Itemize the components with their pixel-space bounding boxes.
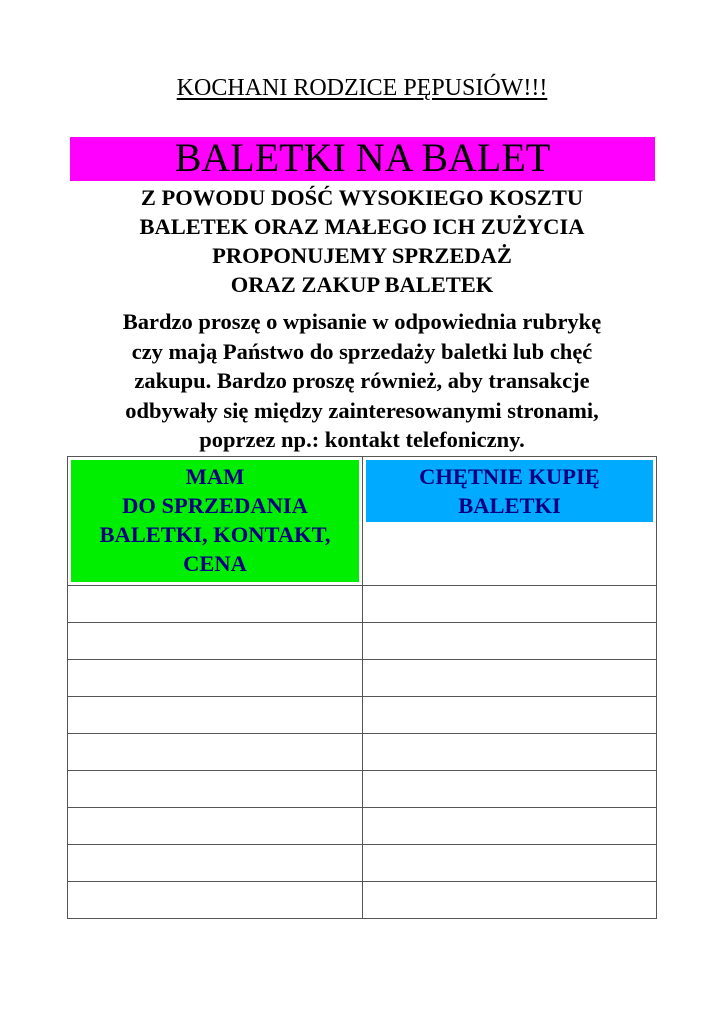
buy-header-line: CHĘTNIE KUPIĘ — [419, 464, 600, 489]
sell-header-line: BALETKI, KONTAKT, — [99, 522, 331, 547]
table-row — [68, 734, 657, 771]
buy-header-line: BALETKI — [458, 493, 561, 518]
table-row — [68, 808, 657, 845]
buy-entry-cell[interactable] — [363, 845, 657, 882]
sell-header-line: MAM — [185, 464, 245, 489]
request-line: Bardzo proszę o wpisanie w odpowiednia rubrykę — [122, 309, 602, 334]
table-header-row — [68, 457, 657, 586]
sell-entry-cell[interactable] — [68, 586, 363, 623]
buy-entry-cell[interactable] — [363, 808, 657, 845]
sell-entry-cell[interactable] — [68, 882, 363, 919]
request-line: poprzez np.: kontakt telefoniczny. — [199, 427, 525, 452]
sell-entry-cell[interactable] — [68, 660, 363, 697]
request-paragraph — [30, 307, 694, 455]
request-line: zakupu. Bardzo proszę również, aby transakcje — [134, 368, 590, 393]
sell-header-cell — [68, 457, 363, 586]
intro-line: PROPONUJEMY SPRZEDAŻ — [212, 243, 512, 268]
table-row — [68, 697, 657, 734]
page-title: BALETKI NA BALET — [174, 135, 551, 180]
intro-line: BALETEK ORAZ MAŁEGO ICH ZUŻYCIA — [139, 214, 585, 239]
buy-entry-cell[interactable] — [363, 586, 657, 623]
table-row — [68, 660, 657, 697]
sell-entry-cell[interactable] — [68, 697, 363, 734]
sell-header-label — [68, 462, 362, 578]
table-row — [68, 845, 657, 882]
intro-paragraph — [40, 183, 684, 299]
request-line: odbywały się między zainteresowanymi stronami, — [125, 397, 599, 423]
sell-entry-cell[interactable] — [68, 845, 363, 882]
request-line: czy mają Państwo do sprzedaży baletki lub chęć — [131, 338, 593, 364]
table-row — [68, 882, 657, 919]
sell-header-line: DO SPRZEDANIA — [122, 493, 308, 518]
buy-entry-cell[interactable] — [363, 882, 657, 919]
sell-header-line: CENA — [183, 551, 247, 576]
table-row — [68, 771, 657, 808]
buy-entry-cell[interactable] — [363, 734, 657, 771]
intro-line: Z POWODU DOŚĆ WYSOKIEGO KOSZTU — [140, 185, 584, 210]
table-body — [68, 457, 657, 919]
buy-entry-cell[interactable] — [363, 771, 657, 808]
sell-entry-cell[interactable] — [68, 808, 363, 845]
buy-header-cell — [363, 457, 657, 586]
table-row — [68, 586, 657, 623]
table-row — [68, 623, 657, 660]
buy-entry-cell[interactable] — [363, 660, 657, 697]
sell-entry-cell[interactable] — [68, 771, 363, 808]
buy-header-label — [363, 462, 656, 520]
sell-entry-cell[interactable] — [68, 623, 363, 660]
greeting-heading: KOCHANI RODZICE PĘPUSIÓW!!! — [176, 75, 548, 101]
intro-line: ORAZ ZAKUP BALETEK — [230, 272, 494, 297]
buy-entry-cell[interactable] — [363, 697, 657, 734]
buy-entry-cell[interactable] — [363, 623, 657, 660]
sell-entry-cell[interactable] — [68, 734, 363, 771]
sell-buy-table — [67, 456, 657, 919]
